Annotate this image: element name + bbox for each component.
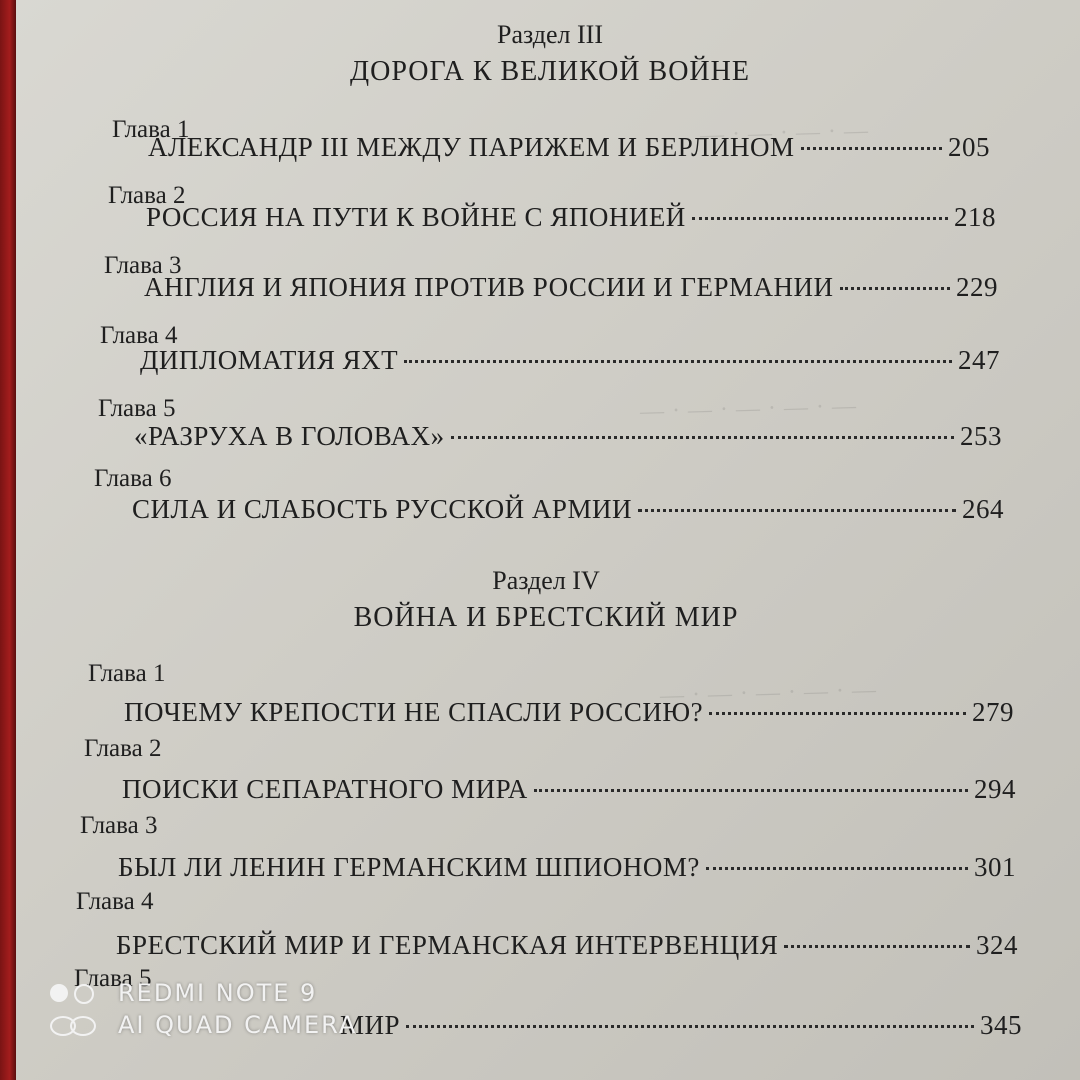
page-number: 324 [976,930,1018,960]
section-label: Раздел IV [492,566,600,595]
camera-watermark [48,978,357,1040]
watermark-line2: AI QUAD CAMERA [118,1011,358,1039]
section-label: Раздел III [496,20,604,49]
page-number: 247 [958,345,1000,375]
section-title: ДОРОГА К ВЕЛИКОЙ ВОЙНЕ [350,56,750,87]
chapter-title: БРЕСТСКИЙ МИР И ГЕРМАНСКАЯ ИНТЕРВЕНЦИЯ [116,930,779,960]
page-number: 205 [948,132,990,162]
page-number: 229 [956,272,998,302]
leader-dots [840,287,950,290]
leader-dots [801,147,942,150]
chapter-title: СИЛА И СЛАБОСТЬ РУССКОЙ АРМИИ [132,494,632,524]
toc-entry[interactable] [140,345,1000,376]
watermark-line1: REDMI NOTE 9 [118,979,318,1007]
chapter-title: МИР [340,1010,401,1040]
chapter-title: РОССИЯ НА ПУТИ К ВОЙНЕ С ЯПОНИЕЙ [146,202,686,232]
page-number: 253 [960,421,1002,451]
leader-dots [404,360,952,363]
leader-dots [692,217,948,220]
camera-dots-icon [48,980,110,1006]
leader-dots [706,867,968,870]
chapter-label: Глава 1 [112,116,190,143]
bleed-through-text: — · — · — · — · — [659,677,878,709]
leader-dots [709,712,966,715]
toc-entry[interactable] [118,852,1016,883]
page-number: 301 [974,852,1016,882]
book-spine-edge [0,0,16,1080]
leader-dots [638,509,956,512]
chapter-label: Глава 5 [98,395,176,422]
leader-dots [451,436,954,439]
chapter-title: БЫЛ ЛИ ЛЕНИН ГЕРМАНСКИМ ШПИОНОМ? [118,852,700,882]
leader-dots [784,945,970,948]
chapter-title: АНГЛИЯ И ЯПОНИЯ ПРОТИВ РОССИИ И ГЕРМАНИИ [144,272,834,302]
leader-dots [534,789,968,792]
toc-entry[interactable] [146,202,996,233]
chapter-label: Глава 4 [100,322,178,349]
toc-entry[interactable] [122,774,1016,805]
bleed-through-text: — · — · — · — [699,117,870,149]
page-number: 218 [954,202,996,232]
chapter-title: ПОЧЕМУ КРЕПОСТИ НЕ СПАСЛИ РОССИЮ? [124,697,704,727]
section-title: ВОЙНА И БРЕСТСКИЙ МИР [353,602,739,633]
chapter-title: ПОИСКИ СЕПАРАТНОГО МИРА [122,774,528,804]
toc-entry[interactable] [132,494,1004,525]
toc-entry[interactable] [124,697,1014,728]
chapter-title: ДИПЛОМАТИЯ ЯХТ [140,345,399,375]
chapter-label: Глава 1 [88,660,166,687]
chapter-label: Глава 4 [76,888,154,915]
toc-entry[interactable] [144,272,998,303]
chapter-title: «РАЗРУХА В ГОЛОВАХ» [134,421,445,451]
toc-entry[interactable] [148,132,990,163]
chapter-label: Глава 2 [84,735,162,762]
chapter-label: Глава 2 [108,182,186,209]
page-number: 264 [962,494,1004,524]
toc-entry[interactable] [134,421,1002,452]
bleed-through-text: — · — · — · — · — [639,393,858,425]
page-number: 279 [972,697,1014,727]
chapter-label: Глава 6 [94,465,172,492]
leader-dots [406,1025,974,1028]
chapter-label: Глава 3 [104,252,182,279]
chapter-title: АЛЕКСАНДР III МЕЖДУ ПАРИЖЕМ И БЕРЛИНОМ [148,132,795,162]
page-number: 294 [974,774,1016,804]
toc-entry[interactable] [116,930,1018,961]
page-number: 345 [980,1010,1022,1040]
chapter-label: Глава 5 [74,965,152,992]
infinity-icon [48,1012,110,1038]
chapter-label: Глава 3 [80,812,158,839]
